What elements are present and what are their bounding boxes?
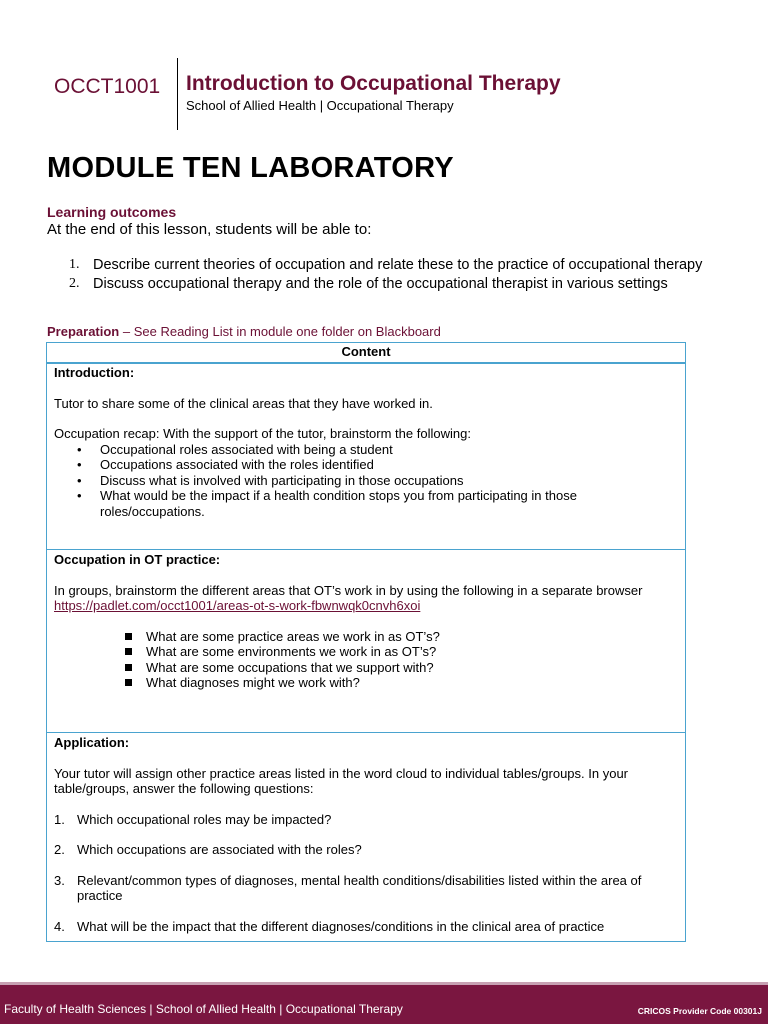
padlet-link[interactable]: https://padlet.com/occt1001/areas-ot-s-work-fbwnwqk0cnvh6xoi [54, 598, 421, 613]
occupation-heading: Occupation in OT practice: [54, 552, 221, 567]
square-bullet-icon [125, 633, 132, 640]
list-item [54, 812, 678, 828]
list-item [54, 842, 678, 858]
list-number: 1. [69, 257, 80, 272]
list-item [54, 873, 678, 904]
list-number: 2. [69, 276, 80, 291]
list-number: 1. [54, 811, 65, 827]
occupation-text: In groups, brainstorm the different areas that OT’s work in by using the following in a separate browser [54, 582, 643, 598]
list-number: 3. [54, 872, 65, 888]
list-text: What are some environments we work in as OT’s? [146, 644, 437, 659]
list-item [54, 488, 678, 519]
recap-para: Occupation recap: With the support of the tutor, brainstorm the following: [54, 426, 471, 441]
list-item [54, 644, 678, 660]
bullet-icon: • [77, 488, 82, 503]
list-item [54, 919, 678, 935]
bullet-icon: • [77, 457, 82, 472]
module-title: MODULE TEN LABORATORY [47, 152, 454, 184]
list-item [60, 257, 710, 273]
course-title: Introduction to Occupational Therapy [186, 72, 561, 95]
introduction-para: Tutor to share some of the clinical areas that they have worked in. [54, 395, 433, 411]
list-item [54, 629, 678, 645]
list-item [60, 276, 710, 292]
content-table [46, 342, 686, 942]
list-text: What would be the impact if a health condition stops you from participating in those roles/occupations. [100, 488, 577, 519]
square-bullet-icon [125, 679, 132, 686]
list-text: Describe current theories of occupation and relate these to the practice of occupational therapy [93, 257, 703, 273]
school-line: School of Allied Health | Occupational Therapy [186, 98, 454, 113]
introduction-heading: Introduction: [54, 365, 135, 380]
list-text: Relevant/common types of diagnoses, mental health conditions/disabilities listed within the area of practice [77, 872, 642, 903]
list-text: Occupations associated with the roles identified [100, 457, 374, 472]
list-item [54, 457, 678, 473]
occupation-para [54, 583, 678, 614]
preparation-line [47, 324, 441, 339]
list-item [54, 675, 678, 691]
course-code: OCCT1001 [54, 75, 161, 98]
application-question-list [54, 812, 678, 935]
list-number: 2. [54, 842, 65, 857]
preparation-text: – See Reading List in module one folder on Blackboard [119, 324, 441, 339]
list-text: What diagnoses might we work with? [146, 675, 360, 690]
list-text: Discuss occupational therapy and the role of the occupational therapist in various settings [93, 276, 668, 292]
header-divider [177, 58, 178, 130]
recap-bullet-list [54, 442, 678, 520]
footer-cricos-code: CRICOS Provider Code 00301J [637, 1006, 762, 1016]
application-para: Your tutor will assign other practice areas listed in the word cloud to individual tables/groups. In your table/groups, answer the following questions: [54, 765, 628, 796]
list-item [54, 660, 678, 676]
square-bullet-icon [125, 648, 132, 655]
bullet-icon: • [77, 441, 82, 457]
list-number: 4. [54, 918, 65, 934]
learning-outcomes-heading: Learning outcomes [47, 204, 177, 220]
preparation-label: Preparation [47, 324, 120, 339]
occupation-cell [47, 549, 685, 735]
list-text: What are some occupations that we support with? [146, 659, 434, 675]
list-item [54, 473, 678, 489]
list-text: Occupational roles associated with being a student [100, 441, 393, 457]
page-footer [0, 982, 768, 1024]
learning-outcomes-list [60, 257, 710, 295]
table-header: Content [47, 343, 685, 364]
list-text: What will be the impact that the different diagnoses/conditions in the clinical area of practice [77, 918, 605, 934]
learning-outcomes-intro: At the end of this lesson, students will be able to: [47, 221, 372, 238]
footer-divider [0, 982, 768, 985]
list-text: Which occupational roles may be impacted? [77, 811, 332, 827]
question-square-list [54, 629, 678, 691]
application-cell [47, 732, 685, 942]
footer-faculty-text: Faculty of Health Sciences | School of Allied Health | Occupational Therapy [4, 1002, 403, 1016]
list-text: Which occupations are associated with the roles? [77, 842, 362, 857]
bullet-icon: • [77, 472, 82, 488]
list-text: Discuss what is involved with participating in those occupations [100, 472, 464, 488]
list-text: What are some practice areas we work in as OT’s? [146, 628, 440, 644]
list-item [54, 442, 678, 458]
square-bullet-icon [125, 664, 132, 671]
application-heading: Application: [54, 735, 130, 750]
introduction-cell [47, 363, 685, 551]
